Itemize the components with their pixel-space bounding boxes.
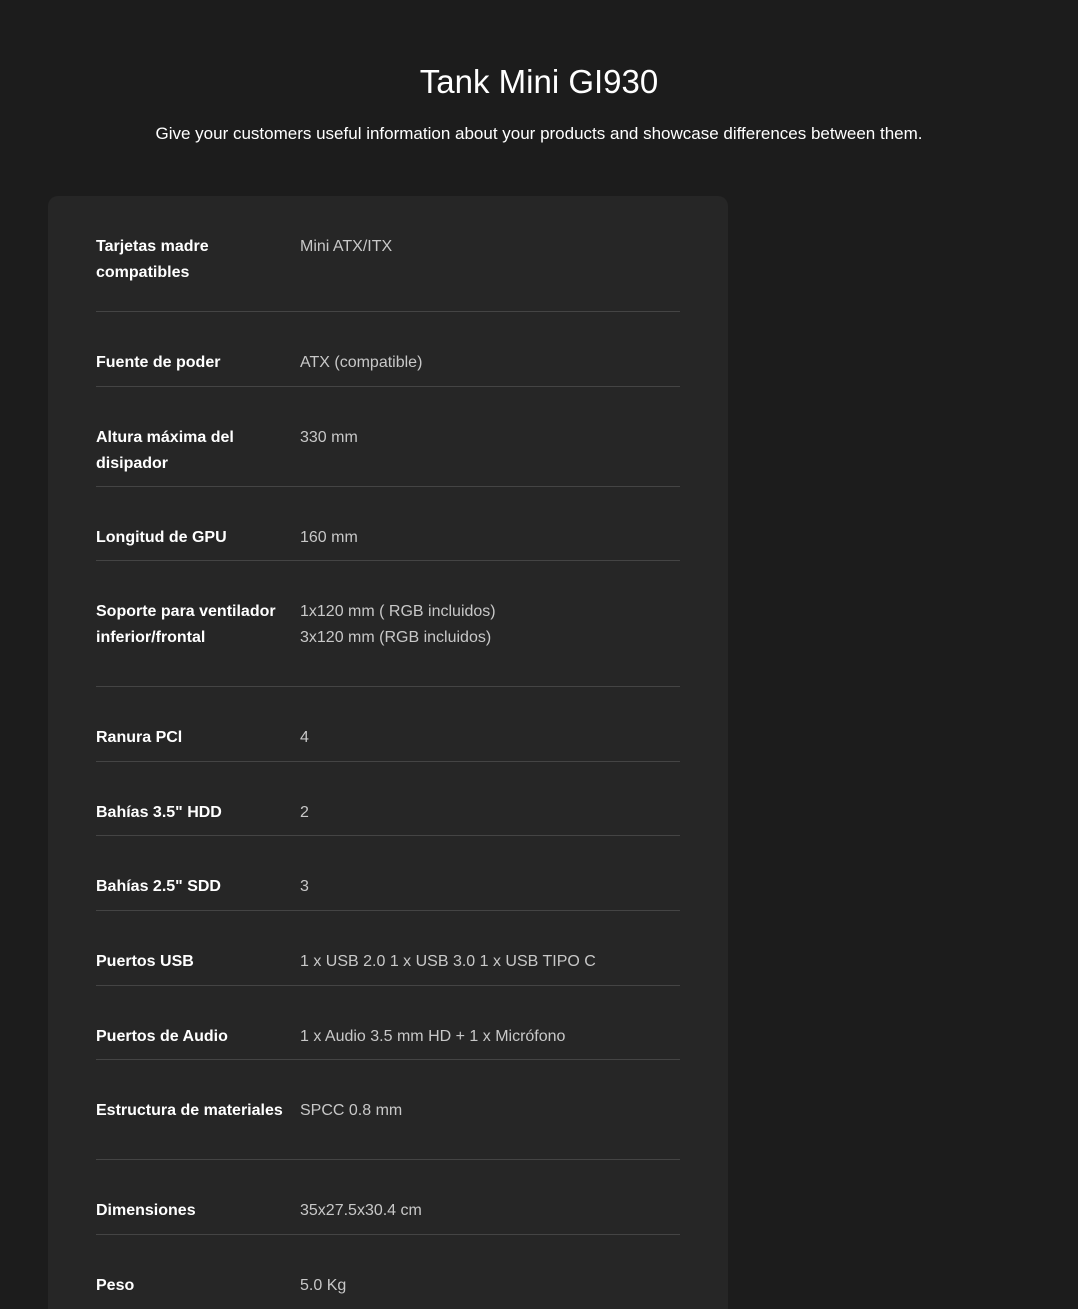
spec-row: [96, 836, 680, 911]
spec-value: [300, 425, 680, 486]
spec-value-line: Mini ATX/ITX: [300, 238, 393, 255]
spec-label: Altura máxima del disipador: [96, 429, 234, 472]
page-subtitle: Give your customers useful information about your products and showcase differences between them.: [155, 124, 923, 143]
spec-row: [96, 687, 680, 762]
spec-value-line: ATX (compatible): [300, 354, 423, 371]
spec-label: Longitud de GPU: [96, 529, 227, 546]
spec-value-line: 35x27.5x30.4 cm: [300, 1202, 422, 1219]
spec-row: [96, 387, 680, 487]
spec-row: [96, 312, 680, 387]
spec-value: [300, 350, 680, 386]
spec-value-line: 3: [300, 878, 309, 895]
spec-value: [300, 1273, 680, 1309]
spec-value: [300, 949, 680, 985]
spec-label: Bahías 3.5" HDD: [96, 804, 222, 821]
spec-row: [96, 196, 680, 312]
spec-value-line: 1 x Audio 3.5 mm HD + 1 x Micrófono: [300, 1028, 566, 1045]
spec-value-line: 330 mm: [300, 429, 358, 446]
spec-row: [96, 487, 680, 561]
page-title: Tank Mini GI930: [419, 63, 659, 100]
spec-value: [300, 525, 680, 560]
spec-label: Puertos USB: [96, 953, 194, 970]
spec-value: [300, 1098, 680, 1159]
spec-row: [96, 762, 680, 836]
spec-label: Ranura PCl: [96, 729, 183, 746]
spec-label: Fuente de poder: [96, 354, 221, 371]
spec-value: [300, 1198, 680, 1234]
spec-row: [96, 1235, 680, 1309]
spec-value-line: 3x120 mm (RGB incluidos): [300, 629, 492, 646]
spec-value: [300, 234, 680, 311]
spec-value: [300, 1024, 680, 1059]
spec-value: [300, 800, 680, 835]
spec-row: [96, 561, 680, 687]
spec-row: [96, 1060, 680, 1160]
spec-value-line: 1x120 mm ( RGB incluidos): [300, 603, 496, 620]
spec-label: Estructura de materiales: [96, 1102, 283, 1119]
spec-value-line: SPCC 0.8 mm: [300, 1102, 403, 1119]
spec-label: Bahías 2.5" SDD: [96, 878, 221, 895]
spec-label: Dimensiones: [96, 1202, 196, 1219]
spec-label: Tarjetas madre compatibles: [96, 238, 209, 281]
spec-row: [96, 1160, 680, 1235]
spec-label: Soporte para ventilador inferior/frontal: [96, 603, 276, 646]
spec-value-line: 5.0 Kg: [300, 1277, 347, 1294]
spec-label: Peso: [96, 1277, 135, 1294]
spec-value-line: 2: [300, 804, 309, 821]
spec-value-line: 4: [300, 729, 309, 746]
spec-value: [300, 599, 680, 686]
spec-card: [48, 196, 728, 1309]
spec-value-line: 1 x USB 2.0 1 x USB 3.0 1 x USB TIPO C: [300, 953, 596, 970]
spec-value: [300, 874, 680, 910]
spec-row: [96, 986, 680, 1060]
spec-value: [300, 725, 680, 761]
spec-value-line: 160 mm: [300, 529, 358, 546]
spec-label: Puertos de Audio: [96, 1028, 228, 1045]
spec-row: [96, 911, 680, 986]
spec-table: [96, 196, 680, 1309]
